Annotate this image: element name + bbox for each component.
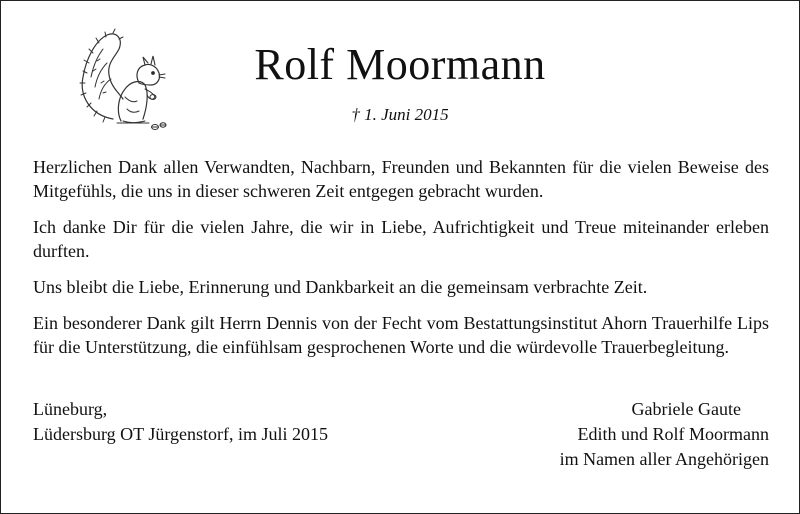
signer-note: im Namen aller Angehörigen [559, 449, 769, 469]
paragraph: Uns bleibt die Liebe, Erinnerung und Dankbarkeit an die gemeinsam verbrachte Zeit. [33, 277, 648, 297]
signatories [560, 397, 769, 472]
paragraph: Ein besonderer Dank gilt Herrn Dennis von der Fecht vom Bestattungsinstitut Ahorn Trauerhilfe Lips für die Unterstützung, die einfühlsam gesprochenen Worte und die würdevolle Trauerbegleitung. [33, 313, 769, 357]
place-and-date [33, 397, 328, 447]
thank-you-text [33, 155, 769, 371]
death-date: † 1. Juni 2015 [351, 105, 449, 124]
deceased-name: Rolf Moormann [254, 40, 546, 89]
paragraph: Herzlichen Dank allen Verwandten, Nachbarn, Freunden und Bekannten für die vielen Beweise des Mitgefühls, die uns in dieser schweren Zeit entgegen gebracht wurden. [33, 157, 769, 201]
signer-name: Gabriele Gaute [631, 399, 741, 419]
place-line: Lüneburg, [33, 399, 108, 419]
place-date-line: Lüdersburg OT Jürgenstorf, im Juli 2015 [33, 424, 328, 444]
signer-name: Edith und Rolf Moormann [577, 424, 769, 444]
paragraph: Ich danke Dir für die vielen Jahre, die wir in Liebe, Aufrichtigkeit und Treue miteinander erleben durften. [33, 217, 769, 261]
